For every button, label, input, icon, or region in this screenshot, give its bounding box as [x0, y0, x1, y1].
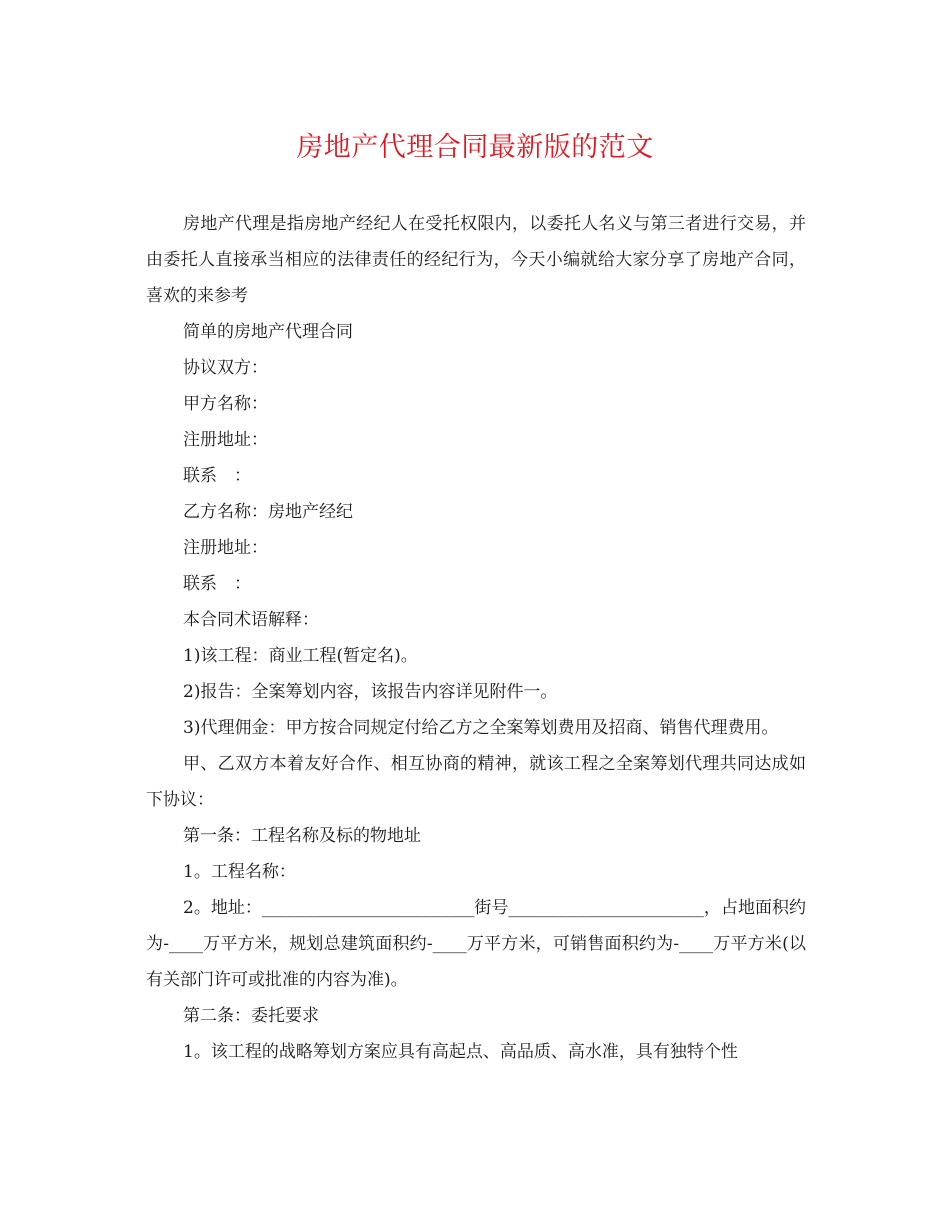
- paragraph-party-a-contact: 联系 ：: [183, 466, 251, 486]
- paragraph-party-a-name: 甲方名称：: [183, 394, 268, 414]
- paragraph-intro: 房地产代理是指房地产经纪人在受托权限内，以委托人名义与第三者进行交易，并由委托人直接承当相应的法律责任的经纪行为，今天小编就给大家分享了房地产合同，喜欢的来参考: [146, 214, 806, 306]
- paragraph-project-name: 1。工程名称：: [183, 862, 296, 882]
- paragraph-party-b-address: 注册地址：: [183, 538, 268, 558]
- paragraph-project-address: 2。地址：_________________________街号_______________________，占地面积约为-____万平方米，规划总建筑面积约-____万平方米，可销售面积约为-____万平方米(以有关部门许可或批准的内容为准)。: [146, 898, 806, 990]
- paragraph-parties: 协议双方：: [183, 358, 268, 378]
- paragraph-term-2: 2)报告：全案筹划内容，该报告内容详见附件一。: [183, 682, 558, 702]
- paragraph-terms-heading: 本合同术语解释：: [183, 610, 319, 630]
- paragraph-party-b-name: 乙方名称：房地产经纪: [183, 502, 353, 522]
- paragraph-article-2: 第二条：委托要求: [183, 1006, 319, 1026]
- paragraph-party-a-address: 注册地址：: [183, 430, 268, 450]
- paragraph-agreement: 甲、乙双方本着友好合作、相互协商的精神，就该工程之全案筹划代理共同达成如下协议：: [146, 754, 806, 810]
- document-title: 房地产代理合同最新版的范文: [296, 132, 654, 163]
- paragraph-requirement-1: 1。该工程的战略筹划方案应具有高起点、高品质、高水准，具有独特个性: [183, 1042, 738, 1062]
- paragraph-contract-title: 简单的房地产代理合同: [183, 322, 353, 342]
- paragraph-article-1: 第一条：工程名称及标的物地址: [183, 826, 421, 846]
- paragraph-term-1: 1)该工程：商业工程(暂定名)。: [183, 646, 418, 666]
- document-body: [146, 206, 806, 1070]
- paragraph-party-b-contact: 联系 ：: [183, 574, 251, 594]
- paragraph-term-3: 3)代理佣金：甲方按合同规定付给乙方之全案筹划费用及招商、销售代理费用。: [183, 718, 779, 738]
